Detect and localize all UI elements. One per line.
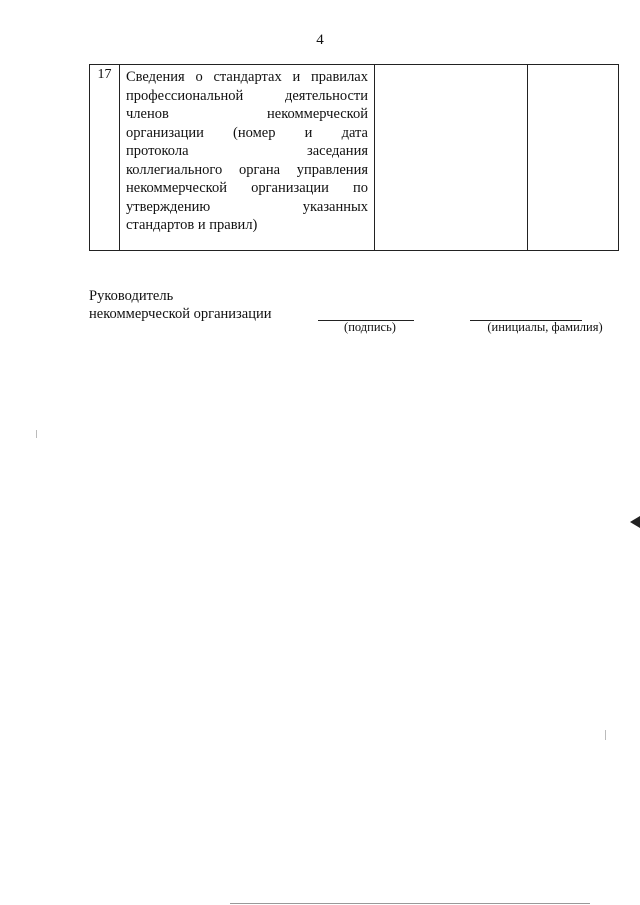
description-line: коллегиального органа управления (126, 161, 368, 178)
signature-block-label (89, 287, 271, 323)
scan-artifact (605, 730, 606, 740)
description-line: некоммерческой организации по (126, 180, 368, 196)
scan-artifact (36, 430, 37, 438)
row-number: 17 (97, 67, 112, 82)
signature-label-line2: некоммерческой организации (89, 306, 272, 322)
description-line: Сведения о стандартах и правилах (126, 69, 368, 85)
table-row (90, 65, 619, 251)
description-line: членов некоммерческой (126, 106, 368, 122)
row-description-cell (120, 65, 375, 251)
description-line: организации (номер и дата (126, 124, 368, 141)
description-line: профессиональной деятельности (126, 87, 368, 104)
page-bottom-edge (230, 903, 590, 904)
row-value-cell (375, 65, 528, 251)
description-line: утверждению указанных (126, 198, 368, 215)
scan-edge-marker (630, 516, 640, 528)
signature-label-line1: Руководитель (89, 288, 174, 304)
form-table (89, 64, 619, 251)
description-line: стандартов и правил) (126, 217, 258, 233)
row-number-cell (90, 65, 120, 251)
signature-caption: (подпись) (344, 320, 396, 334)
row-note-cell (528, 65, 619, 251)
page-number: 4 (316, 32, 324, 48)
name-caption: (инициалы, фамилия) (487, 320, 603, 334)
description-line: протокола заседания (126, 143, 368, 159)
